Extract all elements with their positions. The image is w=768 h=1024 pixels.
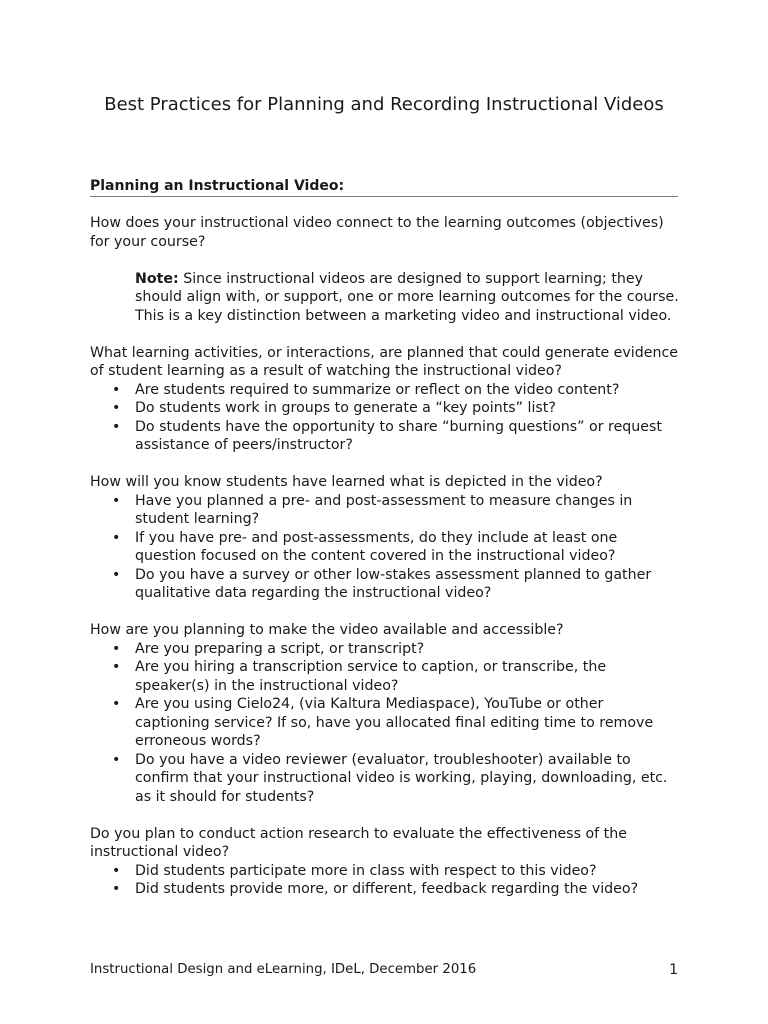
bullet-icon: • [112,881,121,897]
list-item-text: Have you planned a pre- and post-assessment to measure changes in student learning? [135,492,633,527]
bullet-icon: • [112,696,121,712]
list-item [90,566,680,603]
list-item [90,640,680,659]
list-item-text: Are you hiring a transcription service to caption, or transcribe, the speaker(s) in the instructional video? [135,659,607,694]
paragraph-spacer [90,603,680,622]
question-paragraph: What learning activities, or interactions, are planned that could generate evidence of student learning as a result of watching the instructional video? [90,344,678,379]
list-item-text: If you have pre- and post-assessments, do they include at least one question focused on the content covered in the instructional video? [135,529,618,564]
question-paragraph: How are you planning to make the video available and accessible? [90,622,564,638]
list-item [90,658,680,695]
list-item-text: Are you using Cielo24, (via Kaltura Mediaspace), YouTube or other captioning service? If so, have you allocated final editing time to remove erroneous words? [135,696,654,749]
note-label: Note: [135,270,179,287]
bullet-icon: • [112,529,121,546]
list-item-text: Do students have the opportunity to share “burning questions” or request assistance of peers/instructor? [135,418,662,453]
list-item [90,418,680,455]
list-item [90,492,680,529]
bullet-icon: • [112,751,121,768]
list-item [90,751,680,807]
list-item-text: Are students required to summarize or reflect on the video content? [135,381,620,398]
bullet-icon: • [112,566,121,583]
bullet-icon: • [112,862,121,879]
bullet-icon: • [112,659,121,675]
list-item [90,880,680,899]
paragraph-spacer [90,325,680,344]
section-heading: Planning an Instructional Video: [90,178,345,194]
list-item [90,381,680,400]
document-title: Best Practices for Planning and Recording Instructional Videos [104,94,664,115]
paragraph-spacer [90,806,680,825]
list-item-text: Did students provide more, or different, feedback regarding the video? [135,881,639,897]
question-paragraph: How does your instructional video connect to the learning outcomes (objectives) for your course? [90,215,664,250]
list-item-text: Do you have a video reviewer (evaluator, troubleshooter) available to confirm that your instructional video is working, playing, downloading, etc. as it should for students? [135,751,668,805]
list-item [90,529,680,566]
bullet-list [90,381,680,455]
bullet-icon: • [112,418,121,435]
list-item-text: Do students work in groups to generate a “key points” list? [135,400,556,416]
bullet-icon: • [112,640,121,657]
list-item-text: Do you have a survey or other low-stakes assessment planned to gather qualitative data regarding the instructional video? [135,566,652,601]
list-item-text: Did students participate more in class with respect to this video? [135,862,597,879]
paragraph-spacer [90,251,680,270]
bullet-icon: • [112,492,121,509]
bullet-list [90,640,680,807]
page-number: 1 [669,962,678,978]
bullet-icon: • [112,400,121,416]
note-text: Since instructional videos are designed to support learning; they should align with, or support, one or more learning outcomes for the course. This is a key distinction between a marketing video and instructional video. [135,270,688,324]
document-body [90,214,688,899]
bullet-icon: • [112,381,121,398]
paragraph-spacer [90,455,680,474]
question-paragraph: Do you plan to conduct action research to evaluate the effectiveness of the instructional video? [90,825,627,860]
footer-text: Instructional Design and eLearning, IDeL, December 2016 [90,962,477,977]
bullet-list [90,862,680,899]
list-item-text: Are you preparing a script, or transcript? [135,640,425,657]
section-divider [90,196,678,197]
bullet-list [90,492,680,603]
list-item [90,399,680,418]
note-paragraph [135,270,688,326]
list-item [90,862,680,881]
question-paragraph: How will you know students have learned what is depicted in the video? [90,474,603,490]
list-item [90,695,680,751]
